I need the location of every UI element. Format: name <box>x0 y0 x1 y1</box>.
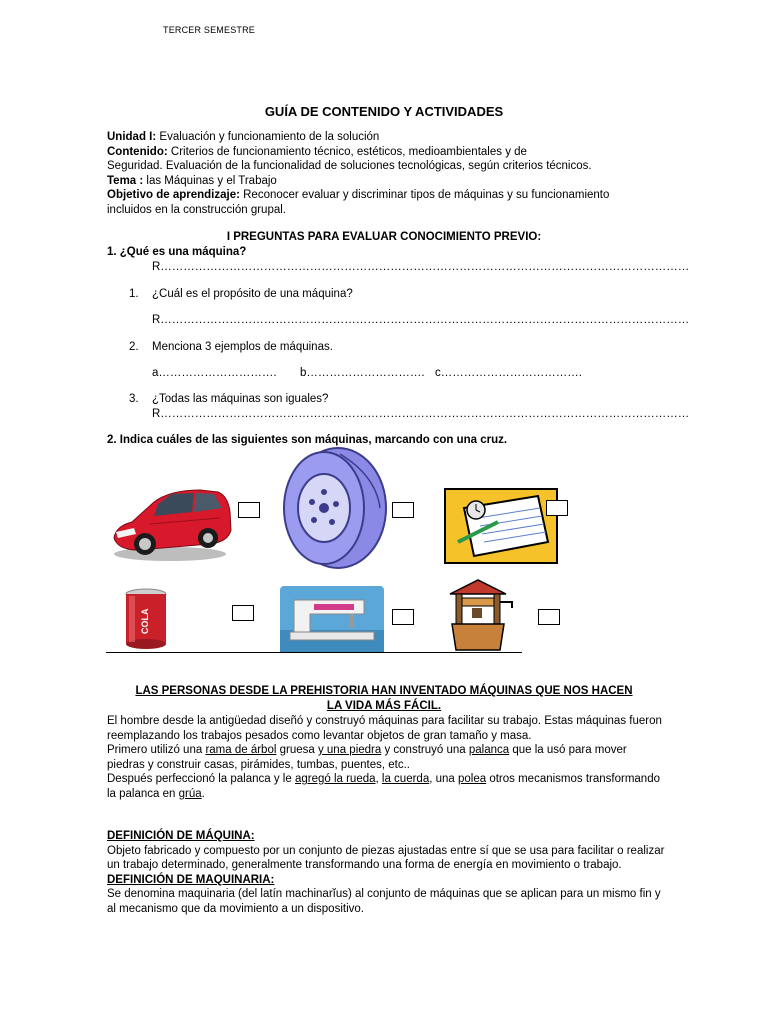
def-maquinaria-text: Se denomina maquinaria (del latín machinarĭus) al conjunto de máquinas que se aplican para un mismo fin y al mecanismo que da movimiento a un dispositivo. <box>107 888 661 915</box>
objetivo-line <box>107 188 667 203</box>
def-maquina-text: Objeto fabricado y compuesto por un conjunto de piezas ajustadas entre sí que se usa para facilitar o realizar un trabajo determinado, generalmente transformando una forma de energía en movimiento o trabajo. <box>107 844 665 871</box>
answer-line-3: R………………………………………………………………………………………………………………………… <box>152 408 690 420</box>
tire-icon <box>280 446 388 570</box>
question-1-1-number: 1. <box>129 288 139 300</box>
def-maquina-heading: DEFINICIÓN DE MÁQUINA: <box>107 830 255 842</box>
history-paragraph-1: El hombre desde la antigüedad diseñó y construyó máquinas para facilitar su trabajo. Estas máquinas fueron reemplazando los trabajos pesados como levantar objetos de gran tamaño y masa. <box>107 715 662 742</box>
answer-line-2: R………………………………………………………………………………………………………………………… <box>152 314 690 326</box>
page-header: TERCER SEMESTRE <box>163 25 256 35</box>
unidad-text: Evaluación y funcionamiento de la solución <box>156 131 380 143</box>
example-c: c………………………………. <box>435 367 582 379</box>
history-heading-line-1: LAS PERSONAS DESDE LA PREHISTORIA HAN INVENTADO MÁQUINAS QUE NOS HACEN <box>135 685 633 697</box>
objetivo-line-2: incluidos en la construcción grupal. <box>107 203 286 216</box>
definitions <box>107 829 667 916</box>
cola-checkbox[interactable] <box>232 605 254 621</box>
tema-line <box>107 174 667 189</box>
water-well-checkbox[interactable] <box>538 609 560 625</box>
notebook-checkbox[interactable] <box>546 500 568 516</box>
text-span: Primero utilizó una <box>107 744 206 756</box>
contenido-text: Criterios de funcionamiento técnico, estéticos, medioambientales y de <box>167 145 527 158</box>
page-title: GUÍA DE CONTENIDO Y ACTIVIDADES <box>264 104 504 119</box>
car-icon <box>110 482 232 564</box>
section-2-heading: 2. Indica cuáles de las siguientes son máquinas, marcando con una cruz. <box>107 434 508 446</box>
history-paragraphs <box>107 714 667 801</box>
contenido-label: Contenido: <box>107 145 168 158</box>
tema-label: Tema : <box>107 174 144 187</box>
sewing-machine-icon <box>280 586 384 652</box>
question-1: 1. ¿Qué es una máquina? <box>107 246 247 258</box>
unidad-label: Unidad I: <box>107 131 157 143</box>
objetivo-label: Objetivo de aprendizaje: <box>107 189 240 201</box>
history-heading-line-2: LA VIDA MÁS FÁCIL. <box>326 700 442 712</box>
text-span: , <box>375 773 382 785</box>
tire-checkbox[interactable] <box>392 502 414 518</box>
unidad-line <box>107 130 667 145</box>
text-span: . <box>201 787 205 800</box>
text-span: Después perfeccionó la palanca y le <box>107 773 295 785</box>
question-2: Menciona 3 ejemplos de máquinas. <box>152 341 333 353</box>
underlined-term: palanca <box>468 744 510 756</box>
underlined-term: y una piedra <box>317 744 382 756</box>
tema-text: las Máquinas y el Trabajo <box>143 174 277 187</box>
answer-line-1: R………………………………………………………………………………………………………………………… <box>152 261 690 273</box>
underlined-term: polea <box>458 773 487 785</box>
underlined-term: la cuerda <box>381 773 430 785</box>
question-3: ¿Todas las máquinas son iguales? <box>152 393 329 405</box>
section-1-heading: I PREGUNTAS PARA EVALUAR CONOCIMIENTO PREVIO: <box>226 231 542 243</box>
history-paragraph-2 <box>107 743 667 772</box>
divider <box>106 652 522 653</box>
example-b: b…………………………. <box>300 367 425 379</box>
underlined-term: rama de árbol <box>205 744 277 756</box>
water-well-icon <box>446 578 522 652</box>
contenido-line-2: Seguridad. Evaluación de la funcionalidad de soluciones tecnológicas, según criterios técnicos. <box>107 160 592 172</box>
question-3-number: 3. <box>129 393 139 405</box>
history-paragraph-3 <box>107 772 667 801</box>
question-2-number: 2. <box>129 341 139 353</box>
contenido-line <box>107 145 667 160</box>
example-a: a…………………………. <box>152 367 277 379</box>
cola-can-icon <box>124 588 168 650</box>
text-span: , una <box>429 773 458 785</box>
text-span: gruesa <box>276 744 318 756</box>
car-checkbox[interactable] <box>238 502 260 518</box>
text-span: que la usó para mover piedras y construir casas, pirámides, tumbas, puentes, etc.. <box>107 744 627 771</box>
notebook-icon <box>444 488 558 564</box>
sewing-machine-checkbox[interactable] <box>392 609 414 625</box>
text-span: y construyó una <box>381 744 469 756</box>
text-span: otros mecanismos transformando la palanca en <box>107 773 660 800</box>
question-1-1: ¿Cuál es el propósito de una máquina? <box>152 288 353 300</box>
def-maquinaria-heading: DEFINICIÓN DE MAQUINARIA: <box>107 873 275 886</box>
guide-metadata <box>107 130 667 217</box>
underlined-term: agregó la rueda <box>294 773 376 785</box>
underlined-term: grúa <box>178 787 202 800</box>
cola-label: COLA <box>140 608 150 634</box>
objetivo-text: Reconocer evaluar y discriminar tipos de máquinas y su funcionamiento <box>239 189 610 201</box>
